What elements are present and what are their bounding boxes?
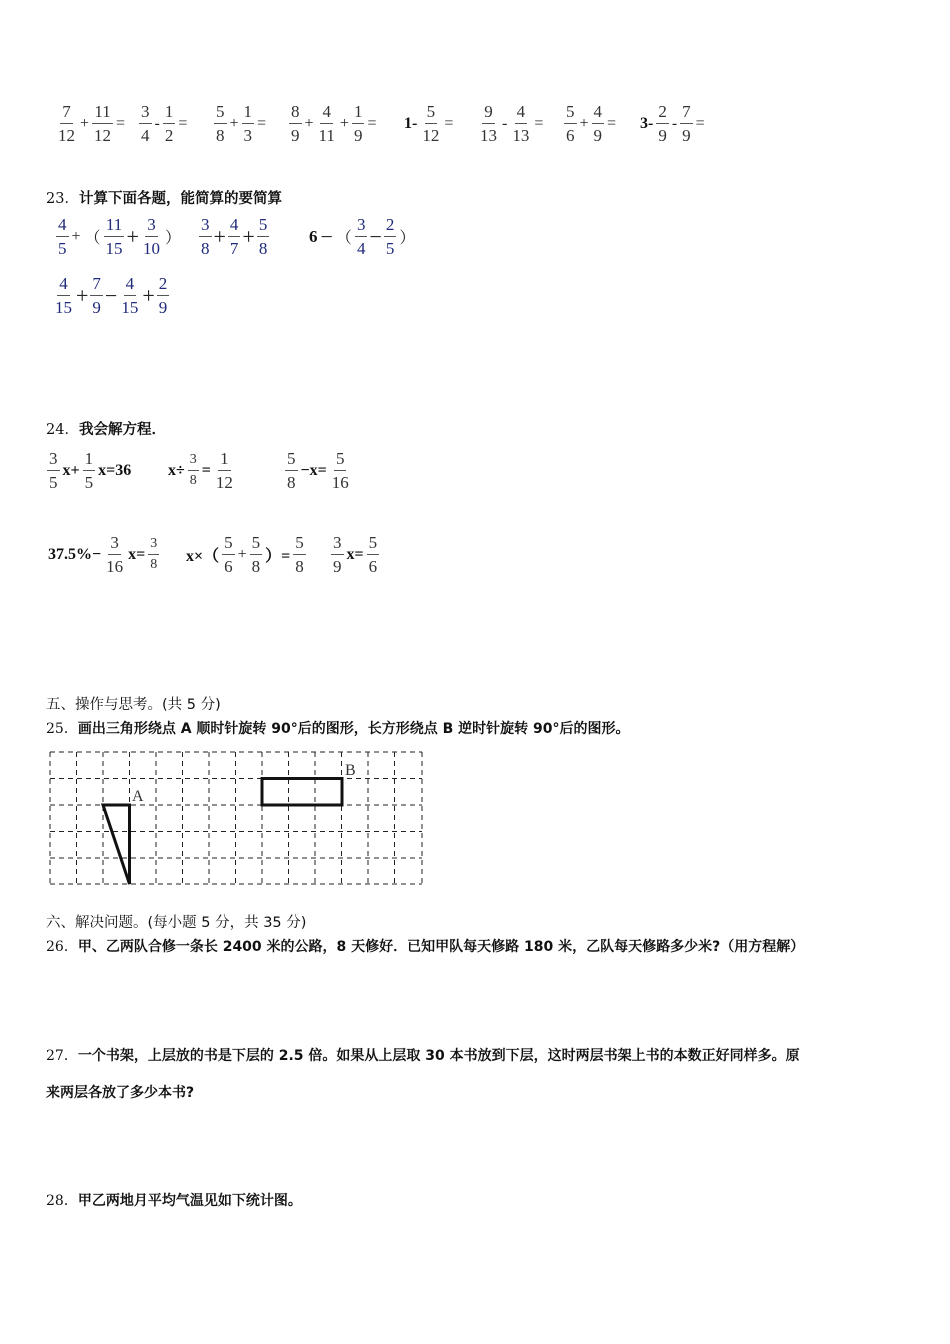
fraction: $\frac{1}{12}$	[215, 449, 233, 492]
fraction: $\frac{3}{4}$	[141, 102, 150, 145]
q24-eq2: x÷ $\frac{3}{8}$ = $\frac{1}{12}$	[168, 449, 233, 492]
fraction: $\frac{4}{5}$	[58, 215, 67, 258]
fraction: $\frac{9}{13}$	[480, 102, 497, 145]
fraction: $\frac{1}{5}$	[84, 449, 94, 492]
fraction: $\frac{4}{13}$	[512, 102, 530, 145]
fraction: $\frac{5}{8}$	[287, 449, 296, 492]
fraction: $\frac{5}{8}$	[251, 533, 261, 576]
fraction: $\frac{5}{12}$	[422, 102, 440, 145]
fraction: $\frac{5}{6}$	[368, 533, 378, 576]
fraction: $\frac{4}{15}$	[121, 274, 139, 317]
fraction: $\frac{4}{9}$	[593, 102, 603, 145]
fraction: $\frac{3}{10}$	[142, 215, 160, 258]
exercise-e: 1- $\frac{5}{12}$ =	[404, 102, 454, 145]
q23-expr4: $\frac{4}{15}$ + $\frac{7}{9}$ − $\frac{4}{15}$ + $\frac{2}{9}$	[55, 274, 168, 317]
exercise-c: $\frac{5}{8}$ + $\frac{1}{3}$ =	[216, 102, 267, 145]
fraction: $\frac{7}{9}$	[682, 102, 691, 145]
q24-title: 24．我会解方程．	[46, 422, 166, 438]
exercise-d: $\frac{8}{9}$ + $\frac{4}{11}$ + $\frac{1}{9}$ =	[291, 102, 377, 145]
fraction: $\frac{5}{8}$	[216, 102, 225, 145]
q24-eq3: $\frac{5}{8}$ −x= $\frac{5}{16}$	[287, 449, 349, 492]
q24-eq1: $\frac{3}{5}$ x+ $\frac{1}{5}$ x=36	[49, 449, 132, 492]
q25-text: 25．画出三角形绕点 A 顺时针旋转 90°后的图形，长方形绕点 B 逆时针旋转 90°后的图形。	[46, 721, 630, 737]
section-5-heading: 五、操作与思考。(共 5 分)	[46, 697, 221, 713]
fraction: $\frac{11}{15}$	[105, 215, 123, 258]
fraction: $\frac{3}{4}$	[356, 215, 366, 258]
fraction: $\frac{5}{6}$	[566, 102, 575, 145]
fraction: $\frac{1}{2}$	[164, 102, 174, 145]
triangle-shape	[103, 805, 130, 884]
fraction: $\frac{3}{16}$	[106, 533, 124, 576]
q23-title: 23．计算下面各题，能简算的要简算	[46, 191, 282, 207]
exercise-a: $\frac{7}{12}$ + $\frac{11}{12}$ =	[58, 102, 126, 145]
rectangle-shape	[262, 779, 342, 806]
q27-line2: 来两层各放了多少本书?	[46, 1085, 195, 1101]
point-b-label: B	[345, 762, 356, 779]
q24-eq4: 37.5%− $\frac{3}{16}$ x= $\frac{3}{8}$	[48, 533, 158, 576]
q28-text: 28．甲乙两地月平均气温见如下统计图。	[46, 1193, 302, 1209]
fraction: $\frac{2}{9}$	[158, 274, 168, 317]
fraction: $\frac{8}{9}$	[291, 102, 300, 145]
q23-expr2: $\frac{3}{8}$ + $\frac{4}{7}$ + $\frac{5}{8}$	[201, 215, 268, 258]
fraction: $\frac{7}{12}$	[58, 102, 75, 145]
q24-eq6: $\frac{3}{9}$ x= $\frac{5}{6}$	[333, 533, 378, 576]
fraction: $\frac{3}{8}$	[189, 452, 197, 488]
q24-eq5: x×（ $\frac{5}{6}$ + $\frac{5}{8}$ ）= $\frac{5}{8}$	[186, 533, 304, 576]
fraction: $\frac{5}{8}$	[258, 215, 268, 258]
q23-expr3: 6 − （ $\frac{3}{4}$ − $\frac{2}{5}$ ）	[309, 215, 416, 258]
fraction: $\frac{2}{9}$	[658, 102, 667, 145]
exercise-f: $\frac{9}{13}$ - $\frac{4}{13}$ =	[480, 102, 544, 145]
fraction: $\frac{11}{12}$	[94, 102, 112, 145]
exercise-h: 3- $\frac{2}{9}$ - $\frac{7}{9}$ =	[640, 102, 705, 145]
fraction: $\frac{3}{9}$	[333, 533, 342, 576]
point-a-label: A	[132, 788, 144, 805]
fraction: $\frac{4}{15}$	[55, 274, 72, 317]
exercise-b: $\frac{3}{4}$ - $\frac{1}{2}$ =	[141, 102, 188, 145]
rotation-grid	[46, 748, 426, 888]
exercise-g: $\frac{5}{6}$ + $\frac{4}{9}$ =	[566, 102, 617, 145]
fraction: $\frac{5}{16}$	[331, 449, 349, 492]
fraction: $\frac{5}{6}$	[224, 533, 233, 576]
q23-expr1: $\frac{4}{5}$ + （ $\frac{11}{15}$ + $\frac{3}{10}$ ）	[58, 215, 181, 258]
fraction: $\frac{7}{9}$	[92, 274, 101, 317]
fraction: $\frac{1}{9}$	[353, 102, 363, 145]
fraction: $\frac{4}{11}$	[318, 102, 335, 145]
fraction: $\frac{1}{3}$	[243, 102, 253, 145]
fraction: $\frac{3}{8}$	[150, 536, 158, 572]
fraction: $\frac{3}{5}$	[49, 449, 58, 492]
fraction: $\frac{3}{8}$	[201, 215, 210, 258]
q27-line1: 27．一个书架，上层放的书是下层的 2.5 倍。如果从上层取 30 本书放到下层，这时两层书架上书的本数正好同样多。原	[46, 1048, 800, 1064]
fraction: $\frac{2}{5}$	[385, 215, 395, 258]
section-6-heading: 六、解决问题。(每小题 5 分，共 35 分)	[46, 915, 307, 931]
fraction: $\frac{5}{8}$	[295, 533, 304, 576]
q26-text: 26．甲、乙两队合修一条长 2400 米的公路，8 天修好．已知甲队每天修路 180 米，乙队每天修路多少米?（用方程解）	[46, 939, 805, 955]
fraction: $\frac{4}{7}$	[229, 215, 239, 258]
